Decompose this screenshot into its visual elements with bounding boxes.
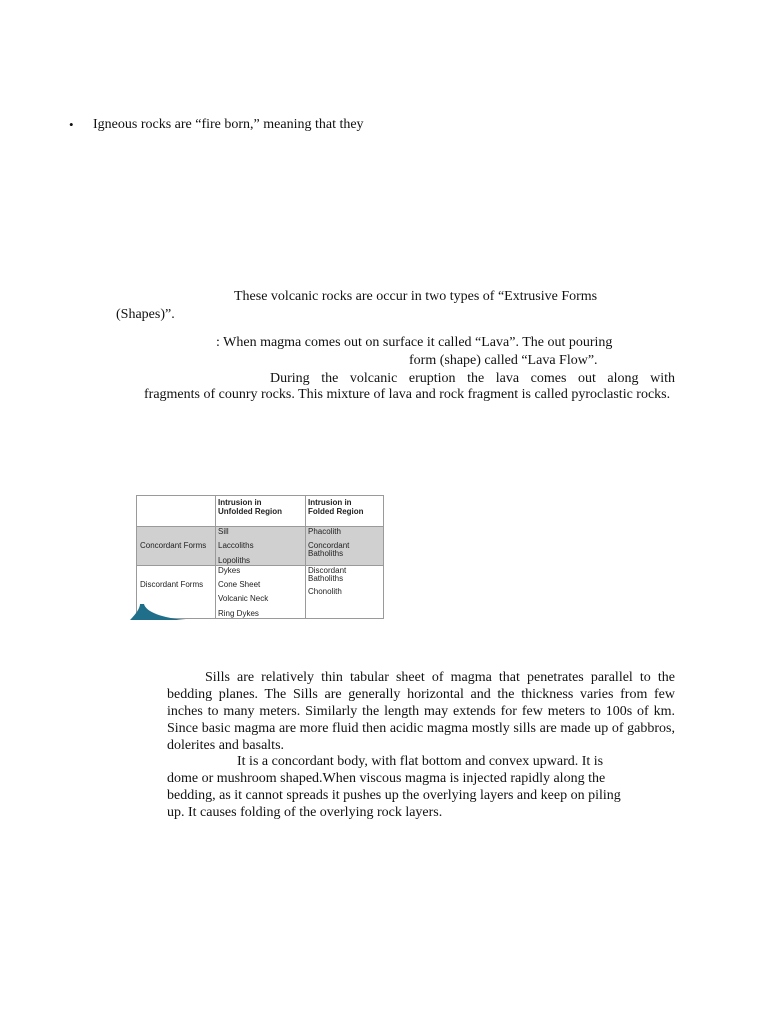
bullet-text: Igneous rocks are “fire born,” meaning that they (93, 117, 364, 132)
cell-value: Dykes (218, 566, 241, 575)
pyroclastic-paragraph-first-line: During the volcanic eruption the lava comes out along with (270, 371, 675, 386)
sills-paragraph (167, 669, 675, 754)
table-divider (305, 496, 306, 618)
volcanic-paragraph-line-2: (Shapes)”. (116, 307, 175, 322)
lava-paragraph-line-2: form (shape) called “Lava Flow”. (409, 353, 598, 368)
cell-value: Chonolith (308, 587, 342, 596)
lava-paragraph-line-1: : When magma comes out on surface it called “Lava”. The out pouring (216, 335, 613, 350)
header-line: Intrusion in (308, 498, 352, 507)
laccolith-paragraph-first-line: It is a concordant body, with flat bottom and convex upward. It is (237, 754, 604, 769)
cell-value: Sill (218, 527, 229, 536)
cell-value: Ring Dykes (218, 609, 259, 618)
decorative-swoosh (128, 604, 188, 622)
cell-value: Laccoliths (218, 541, 254, 550)
cell-value: Batholiths (308, 574, 344, 583)
laccolith-paragraph-body: dome or mushroom shaped.When viscous magma is injected rapidly along the bedding, as it cannot spreads it pushes up the overlying layers and keep on piling up. It causes folding of the overlying rock layers. (167, 771, 621, 820)
cell-value: Phacolith (308, 527, 341, 536)
header-unfolded-region (218, 498, 282, 516)
cell-value: Lopoliths (218, 556, 251, 565)
bullet-marker: • (69, 117, 74, 132)
volcanic-paragraph-line-1: These volcanic rocks are occur in two types of “Extrusive Forms (234, 289, 598, 304)
cell-value: Discordant (308, 566, 347, 575)
row-label-concordant: Concordant Forms (140, 541, 207, 550)
sills-paragraph-text: Sills are relatively thin tabular sheet of magma that penetrates parallel to the bedding planes. The Sills are generally horizontal and the thickness varies from few inches to many meters. Similarly the length may extends for few meters to 100s of km. Since basic magma are more fluid then acidic magma mostly sills are made up of gabbros, dolerites and basalts. (167, 670, 675, 753)
table-divider (137, 526, 383, 527)
cell-value: Cone Sheet (218, 580, 261, 589)
swoosh-shape (130, 604, 186, 620)
cell-value: Volcanic Neck (218, 594, 269, 603)
cell-value: Batholiths (308, 549, 344, 558)
table-divider (137, 565, 383, 566)
row-label-discordant: Discordant Forms (140, 580, 204, 589)
cell-value: Concordant (308, 541, 350, 550)
intrusion-forms-table (136, 495, 384, 619)
header-line: Unfolded Region (218, 507, 282, 516)
header-line: Intrusion in (218, 498, 262, 507)
header-line: Folded Region (308, 507, 364, 516)
header-folded-region (308, 498, 364, 516)
pyroclastic-paragraph-body: fragments of counry rocks. This mixture of lava and rock fragment is called pyroclastic rocks. (144, 387, 671, 402)
table-divider (215, 496, 216, 618)
